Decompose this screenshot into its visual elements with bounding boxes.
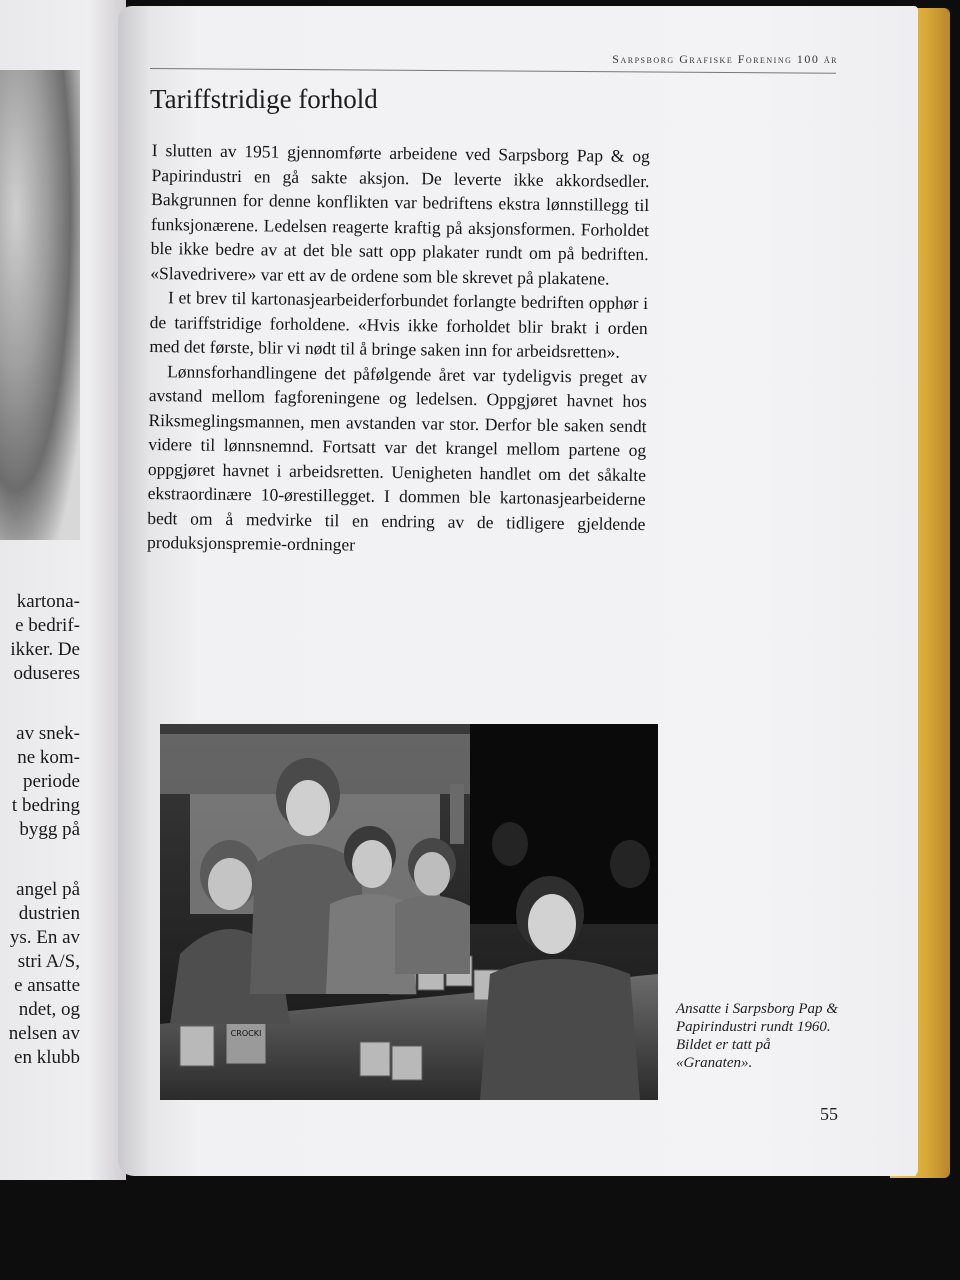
paragraph: I et brev til kartonasjearbeiderforbundet forlangte bedriften opphør i de tariffstridige forholdene. «Hvis ikke forholdet blir brakt i orden med det første, blir vi nødt til å bringe saken inn for arbeidsretten». — [149, 287, 649, 362]
left-fragment: angel på — [16, 879, 80, 900]
photo-illustration — [160, 724, 658, 1100]
left-fragment: e bedrif- — [15, 615, 80, 636]
left-fragment: ikker. De — [10, 639, 80, 660]
left-fragment: ndet, og — [18, 999, 80, 1020]
left-page-text-block-1 — [0, 590, 80, 686]
left-fragment: nelsen av — [8, 1023, 80, 1044]
left-fragment: bygg på — [19, 819, 80, 840]
left-fragment: en klubb — [14, 1047, 80, 1068]
left-fragment: ys. En av — [9, 927, 80, 948]
paragraph: I slutten av 1951 gjennomførte arbeidene ved Sarpsborg Pap & og Papirindustri en gå sakte aksjon. De leverte ikke akkordsedler. Bakgrunnen for denne konflikten var bedriftens ekstra lønnstillegg til funksjonærene. Ledelsen reagerte kraftig på aksjonsformen. Forholdet ble ikke bedre av at det ble satt opp plakater rundt om på bedriften. «Slavedrivere» var ett av de ordene som ble skrevet på plakatene. — [150, 139, 650, 289]
left-fragment: oduseres — [13, 663, 80, 684]
left-fragment: periode — [23, 771, 80, 792]
left-fragment: stri A/S, — [17, 951, 80, 972]
left-fragment: kartona- — [16, 591, 80, 612]
section-title: Tariffstridige forhold — [150, 84, 378, 114]
left-fragment: ne kom- — [17, 747, 80, 768]
historical-photo — [160, 724, 658, 1100]
page-number: 55 — [820, 1104, 838, 1124]
body-text — [147, 138, 650, 561]
left-page — [0, 0, 126, 1180]
paragraph: Lønnsforhandlingene det påfølgende året var tydeligvis preget av avstand mellom fagforeningene og ledelsen. Oppgjøret havnet hos Riksmeglingsmannen, men avstanden var stor. Derfor ble saken sendt videre til lønnsnemnd. Fortsatt var det krangel mellom partene og oppgjøret havnet i arbeidsretten. Uenigheten handlet om det såkalte ekstraordinære 10-ørestillegget. I dommen ble kartonasjearbeiderne bedt om å medvirke til en endring av de tidligere gjeldende produksjonspremie-ordninger — [146, 360, 648, 555]
can-label: CROCKI — [230, 1029, 262, 1038]
left-page-text-block-3 — [0, 878, 80, 1070]
left-fragment: av snek- — [16, 723, 80, 744]
photo-caption: Ansatte i Sarpsborg Pap & Papirindustri rundt 1960. Bildet er tatt på «Granaten». — [676, 1001, 838, 1071]
left-page-text-block-2 — [0, 722, 80, 842]
left-page-photo — [0, 70, 80, 540]
left-fragment: dustrien — [18, 903, 80, 924]
left-fragment: e ansatte — [14, 975, 80, 996]
left-fragment: t bedring — [11, 795, 80, 816]
running-head: Sarpsborg Grafiske Forening 100 år — [612, 52, 838, 66]
